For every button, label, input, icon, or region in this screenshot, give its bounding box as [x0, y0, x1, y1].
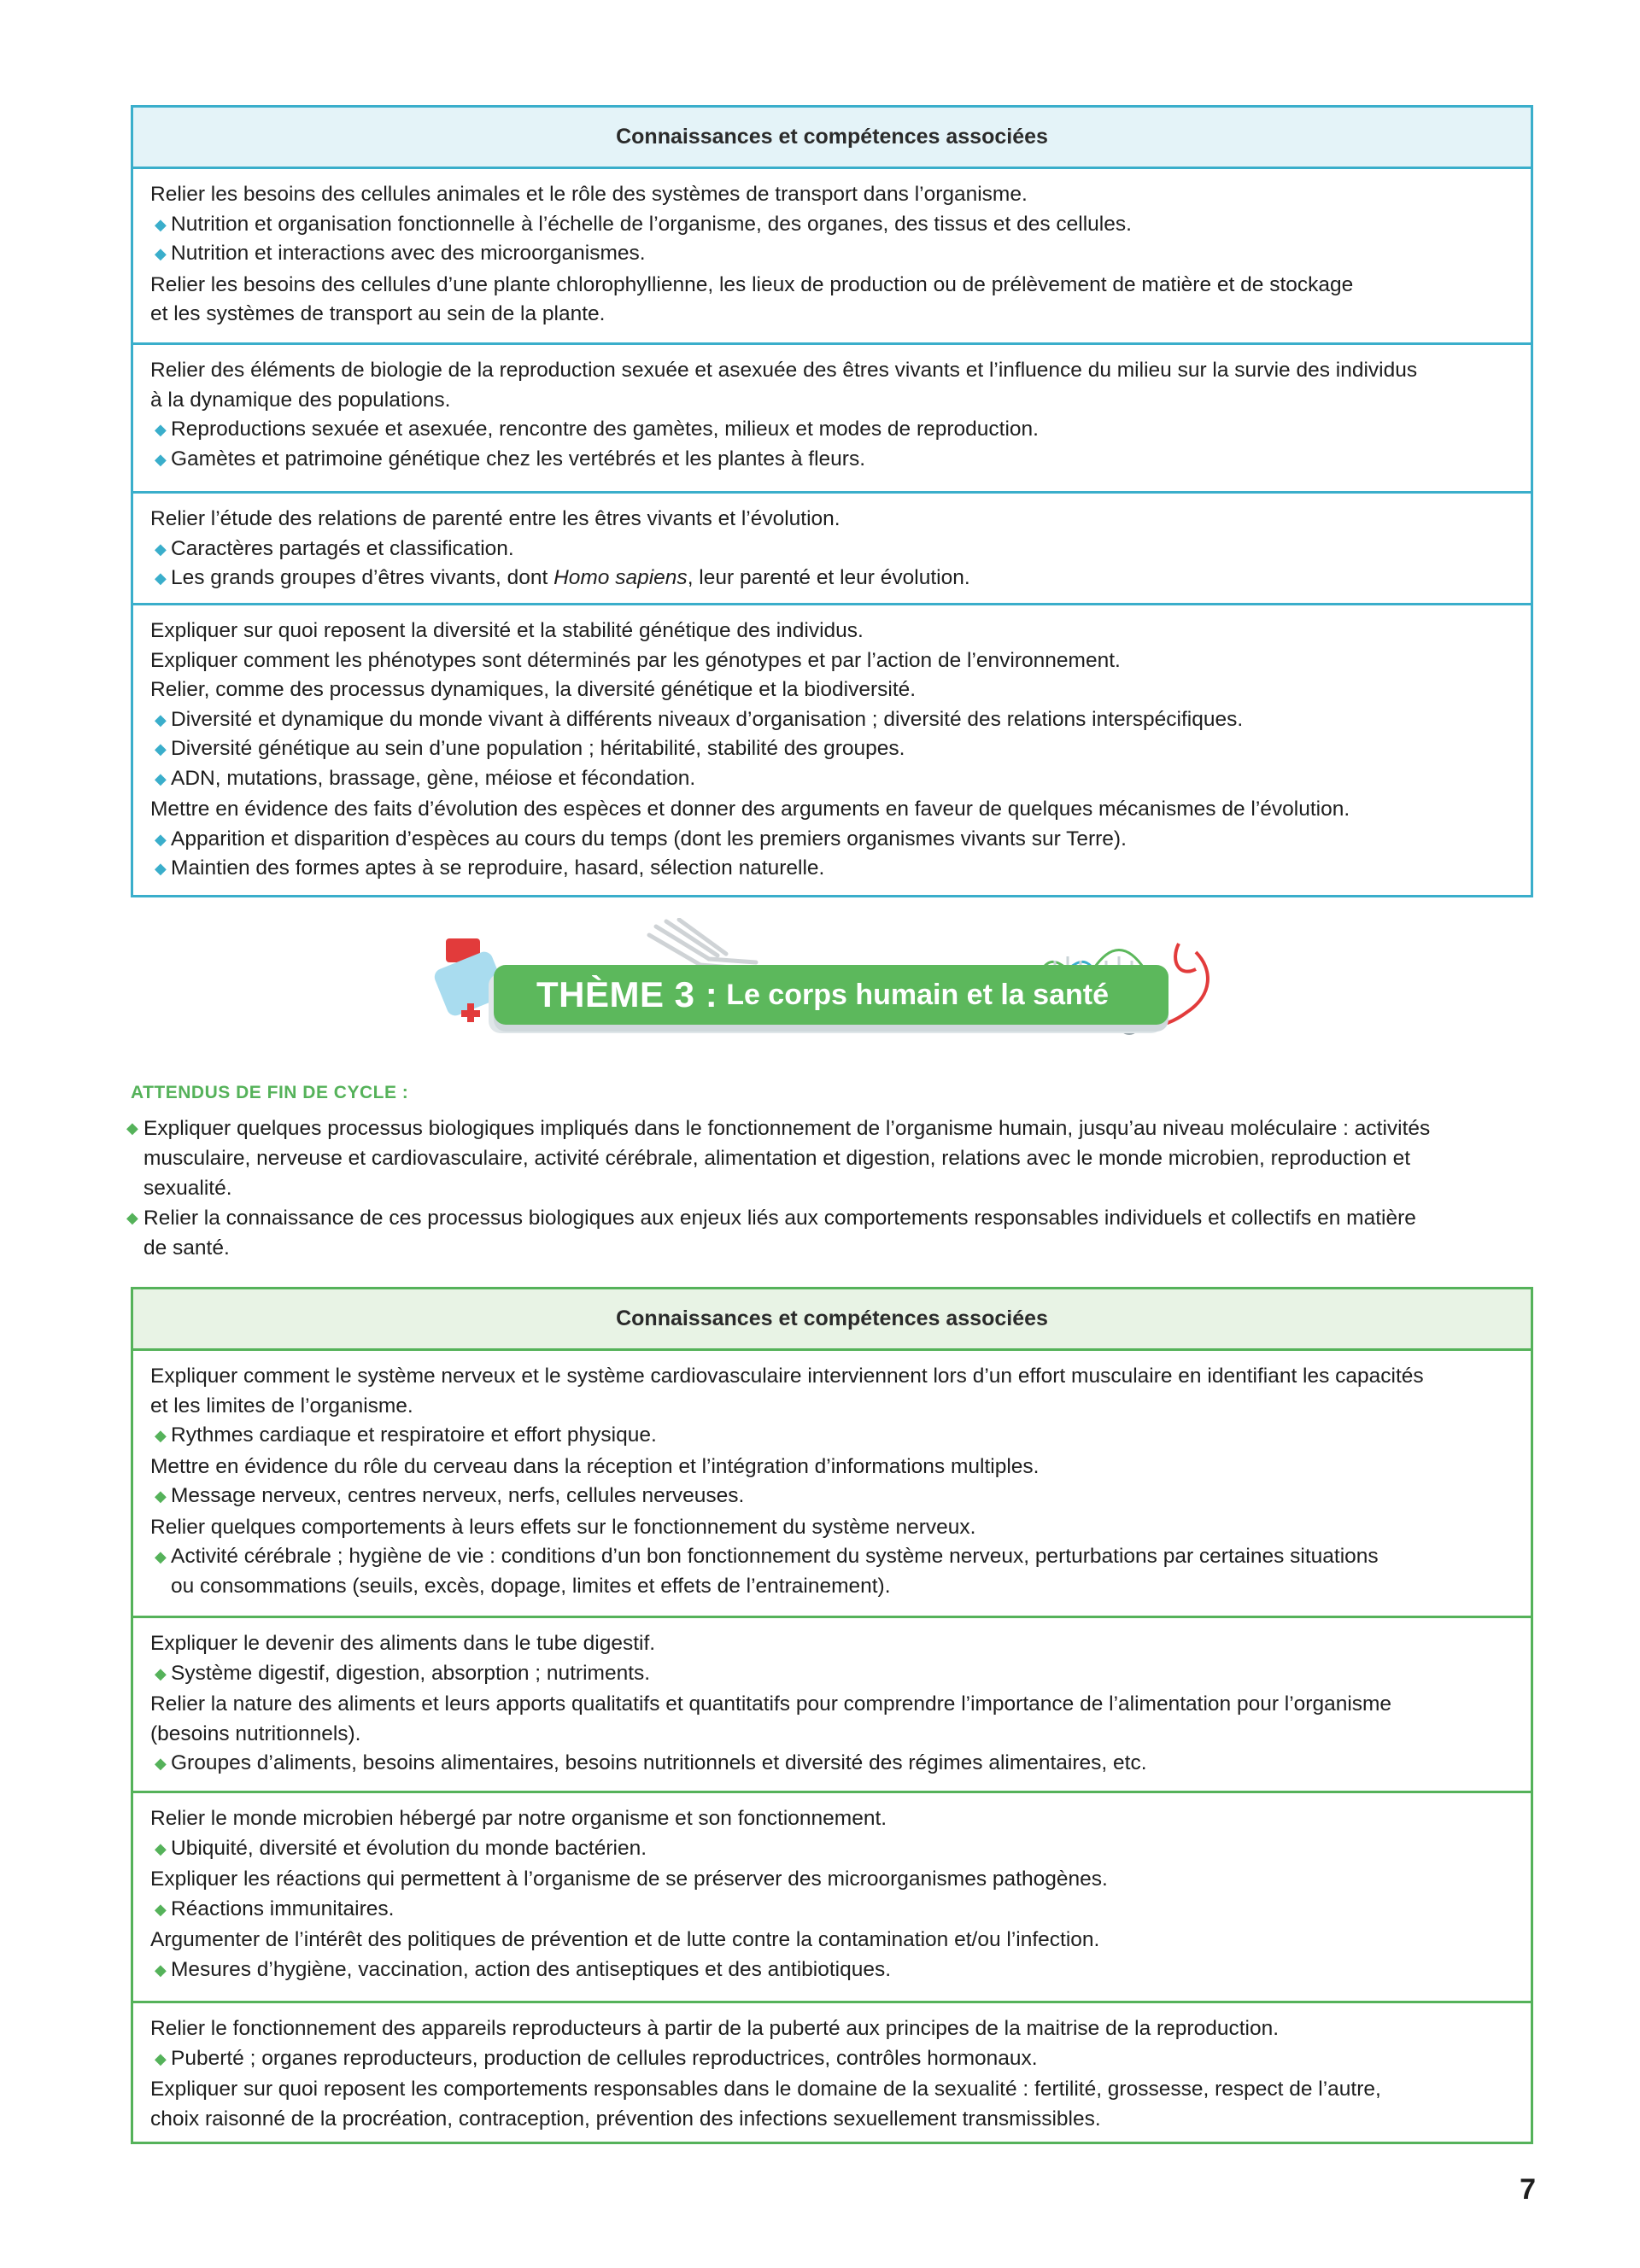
- diamond-bullet-icon: ◆: [155, 245, 167, 262]
- text-line: Relier les besoins des cellules d’une plante chlorophyllienne, les lieux de production ou de prélèvement de matière et de stockage: [150, 272, 1354, 296]
- text-line: Relier les besoins des cellules animales et le rôle des systèmes de transport dans l’organisme.: [150, 183, 1028, 206]
- text-line: Expliquer les réactions qui permettent à l’organisme de se préserver des microorganismes pathogènes.: [150, 1868, 1108, 1891]
- text-line: Expliquer sur quoi reposent les comportements responsables dans le domaine de la sexualité : fertilité, grossesse, respect de l’autre,: [150, 2078, 1381, 2101]
- list-item: ◆ Nutrition et interactions avec des microorganismes.: [150, 239, 1514, 269]
- diamond-bullet-icon: ◆: [155, 1755, 167, 1772]
- species-name: Homo sapiens: [554, 566, 688, 589]
- text-line: choix raisonné de la procréation, contraception, prévention des infections sexuellement transmissibles.: [150, 2107, 1101, 2131]
- text-line: Relier des éléments de biologie de la reproduction sexuée et asexuée des êtres vivants et l’influence du milieu sur la survie des individus: [150, 359, 1418, 382]
- list-item-continuation: ou consommations (seuils, excès, dopage, limites et effets de l’entrainement).: [171, 1574, 891, 1598]
- text-line: Relier la nature des aliments et leurs apports qualitatifs et quantitatifs pour comprendre l’importance de l’alimentation pour l’organisme: [150, 1692, 1392, 1716]
- diamond-bullet-icon: ◆: [155, 1961, 167, 1979]
- text-line: à la dynamique des populations.: [150, 388, 451, 412]
- diamond-bullet-icon: ◆: [155, 710, 167, 728]
- diamond-bullet-icon: ◆: [155, 830, 167, 848]
- text-line: Relier le fonctionnement des appareils reproducteurs à partir de la puberté aux principes de la maitrise de la reproduction.: [150, 2017, 1280, 2040]
- diamond-bullet-icon: ◆: [126, 1119, 138, 1137]
- list-item: ◆ Message nerveux, centres nerveux, nerfs, cellules nerveuses.: [150, 1482, 1514, 1511]
- diamond-bullet-icon: ◆: [155, 740, 167, 757]
- text-line: Relier quelques comportements à leurs effets sur le fonctionnement du système nerveux.: [150, 1515, 976, 1539]
- diamond-bullet-icon: ◆: [155, 1488, 167, 1505]
- list-item: ◆ Diversité génétique au sein d’une population ; héritabilité, stabilité des groupes.: [150, 734, 1514, 764]
- text-line: Mettre en évidence des faits d’évolution des espèces et donner des arguments en faveur de quelques mécanismes de l’évolution.: [150, 798, 1350, 821]
- diamond-bullet-icon: ◆: [155, 1427, 167, 1444]
- table-section: [133, 2003, 1531, 2144]
- diamond-bullet-icon: ◆: [155, 2049, 167, 2067]
- diamond-bullet-icon: ◆: [155, 215, 167, 233]
- text-line: Expliquer sur quoi reposent la diversité et la stabilité génétique des individus.: [150, 619, 864, 642]
- text-line: Argumenter de l’intérêt des politiques de prévention et de lutte contre la contamination et/ou l’infection.: [150, 1928, 1100, 1951]
- list-item: ◆ Groupes d’aliments, besoins alimentaires, besoins nutritionnels et diversité des régimes alimentaires, etc.: [150, 1749, 1514, 1779]
- knowledge-table-theme-3: [131, 1287, 1533, 2144]
- text-line: Mettre en évidence du rôle du cerveau dans la réception et l’intégration d’informations multiples.: [150, 1454, 1040, 1478]
- list-item: ◆ Puberté ; organes reproducteurs, production de cellules reproductrices, contrôles hormonaux.: [150, 2044, 1514, 2074]
- text-line: (besoins nutritionnels).: [150, 1721, 361, 1745]
- text-line: Relier le monde microbien hébergé par notre organisme et son fonctionnement.: [150, 1807, 887, 1830]
- text-line: Expliquer comment les phénotypes sont déterminés par les génotypes et par l’action de l’environnement.: [150, 648, 1121, 672]
- list-item: ◆ ADN, mutations, brassage, gène, méiose et fécondation.: [150, 764, 1514, 794]
- text-line: Relier l’étude des relations de parenté entre les êtres vivants et l’évolution.: [150, 507, 840, 530]
- table-section: [133, 605, 1531, 896]
- diamond-bullet-icon: ◆: [155, 570, 167, 587]
- text-line: Relier, comme des processus dynamiques, la diversité génétique et la biodiversité.: [150, 678, 917, 701]
- text-line: et les limites de l’organisme.: [150, 1394, 413, 1418]
- table-section: [133, 1793, 1531, 2003]
- page-number: 7: [1520, 2173, 1536, 2206]
- diamond-bullet-icon: ◆: [155, 421, 167, 438]
- table-header: Connaissances et compétences associées: [133, 1289, 1531, 1351]
- table-section: [133, 345, 1531, 494]
- list-item: ◆ Relier la connaissance de ces processus biologiques aux enjeux liés aux comportements responsables individuels et collectifs en matière de santé.: [126, 1203, 1536, 1263]
- list-item: ◆ Ubiquité, diversité et évolution du monde bactérien.: [150, 1834, 1514, 1864]
- diamond-bullet-icon: ◆: [155, 769, 167, 787]
- theme-number: THÈME 3 :: [536, 974, 718, 1014]
- list-item: ◆ Système digestif, digestion, absorption ; nutriments.: [150, 1659, 1514, 1689]
- table-header: Connaissances et compétences associées: [133, 108, 1531, 169]
- attendus-list: [126, 1114, 1536, 1263]
- table-section: [133, 494, 1531, 605]
- knowledge-table-theme-2: [131, 105, 1533, 897]
- list-item: ◆ Rythmes cardiaque et respiratoire et effort physique.: [150, 1421, 1514, 1451]
- list-item: ◆ Apparition et disparition d’espèces au cours du temps (dont les premiers organismes vivants sur Terre).: [150, 825, 1514, 855]
- table-section: [133, 1618, 1531, 1793]
- list-item: ◆ Mesures d’hygiène, vaccination, action des antiseptiques et des antibiotiques.: [150, 1955, 1514, 1985]
- theme-title: Le corps humain et la santé: [726, 978, 1109, 1011]
- diamond-bullet-icon: ◆: [155, 450, 167, 468]
- list-item: ◆ Caractères partagés et classification.: [150, 535, 1514, 564]
- list-item: ◆ Les grands groupes d’êtres vivants, dont Homo sapiens, leur parenté et leur évolution.: [150, 564, 1514, 593]
- skeleton-hand-icon: [649, 920, 756, 969]
- diamond-bullet-icon: ◆: [155, 1839, 167, 1857]
- table-section: [133, 1351, 1531, 1618]
- diamond-bullet-icon: ◆: [155, 860, 167, 877]
- diamond-bullet-icon: ◆: [155, 1548, 167, 1565]
- diamond-bullet-icon: ◆: [126, 1209, 138, 1226]
- list-item: ◆ Réactions immunitaires.: [150, 1895, 1514, 1925]
- list-item: ◆ Gamètes et patrimoine génétique chez les vertébrés et les plantes à fleurs.: [150, 445, 1514, 475]
- list-item: ◆ Expliquer quelques processus biologiques impliqués dans le fonctionnement de l’organisme humain, jusqu’au niveau moléculaire : activités musculaire, nerveuse et cardiovasculaire, activité cérébrale, alimentation et digestion, relations avec le monde microbien, reproduction et sexualité.: [126, 1114, 1536, 1203]
- text-line: et les systèmes de transport au sein de la plante.: [150, 302, 606, 325]
- diamond-bullet-icon: ◆: [155, 1664, 167, 1682]
- list-item: ◆ Activité cérébrale ; hygiène de vie : conditions d’un bon fonctionnement du système nerveux, perturbations par certaines situations: [150, 1542, 1514, 1572]
- theme-banner: [494, 965, 1168, 1025]
- table-section: [133, 169, 1531, 345]
- list-item: ◆ Reproductions sexuée et asexuée, rencontre des gamètes, milieux et modes de reproduction.: [150, 415, 1514, 445]
- list-item: ◆ Nutrition et organisation fonctionnelle à l’échelle de l’organisme, des organes, des tissus et des cellules.: [150, 210, 1514, 240]
- list-item: ◆ Maintien des formes aptes à se reproduire, hasard, sélection naturelle.: [150, 854, 1514, 884]
- text-line: Expliquer comment le système nerveux et le système cardiovasculaire interviennent lors d’un effort musculaire en identifiant les capacités: [150, 1365, 1424, 1388]
- diamond-bullet-icon: ◆: [155, 1900, 167, 1918]
- attendus-heading: ATTENDUS DE FIN DE CYCLE :: [131, 1083, 409, 1102]
- list-item: ◆ Diversité et dynamique du monde vivant à différents niveaux d’organisation ; diversité des relations interspécifiques.: [150, 705, 1514, 735]
- text-line: Expliquer le devenir des aliments dans le tube digestif.: [150, 1632, 656, 1655]
- diamond-bullet-icon: ◆: [155, 540, 167, 558]
